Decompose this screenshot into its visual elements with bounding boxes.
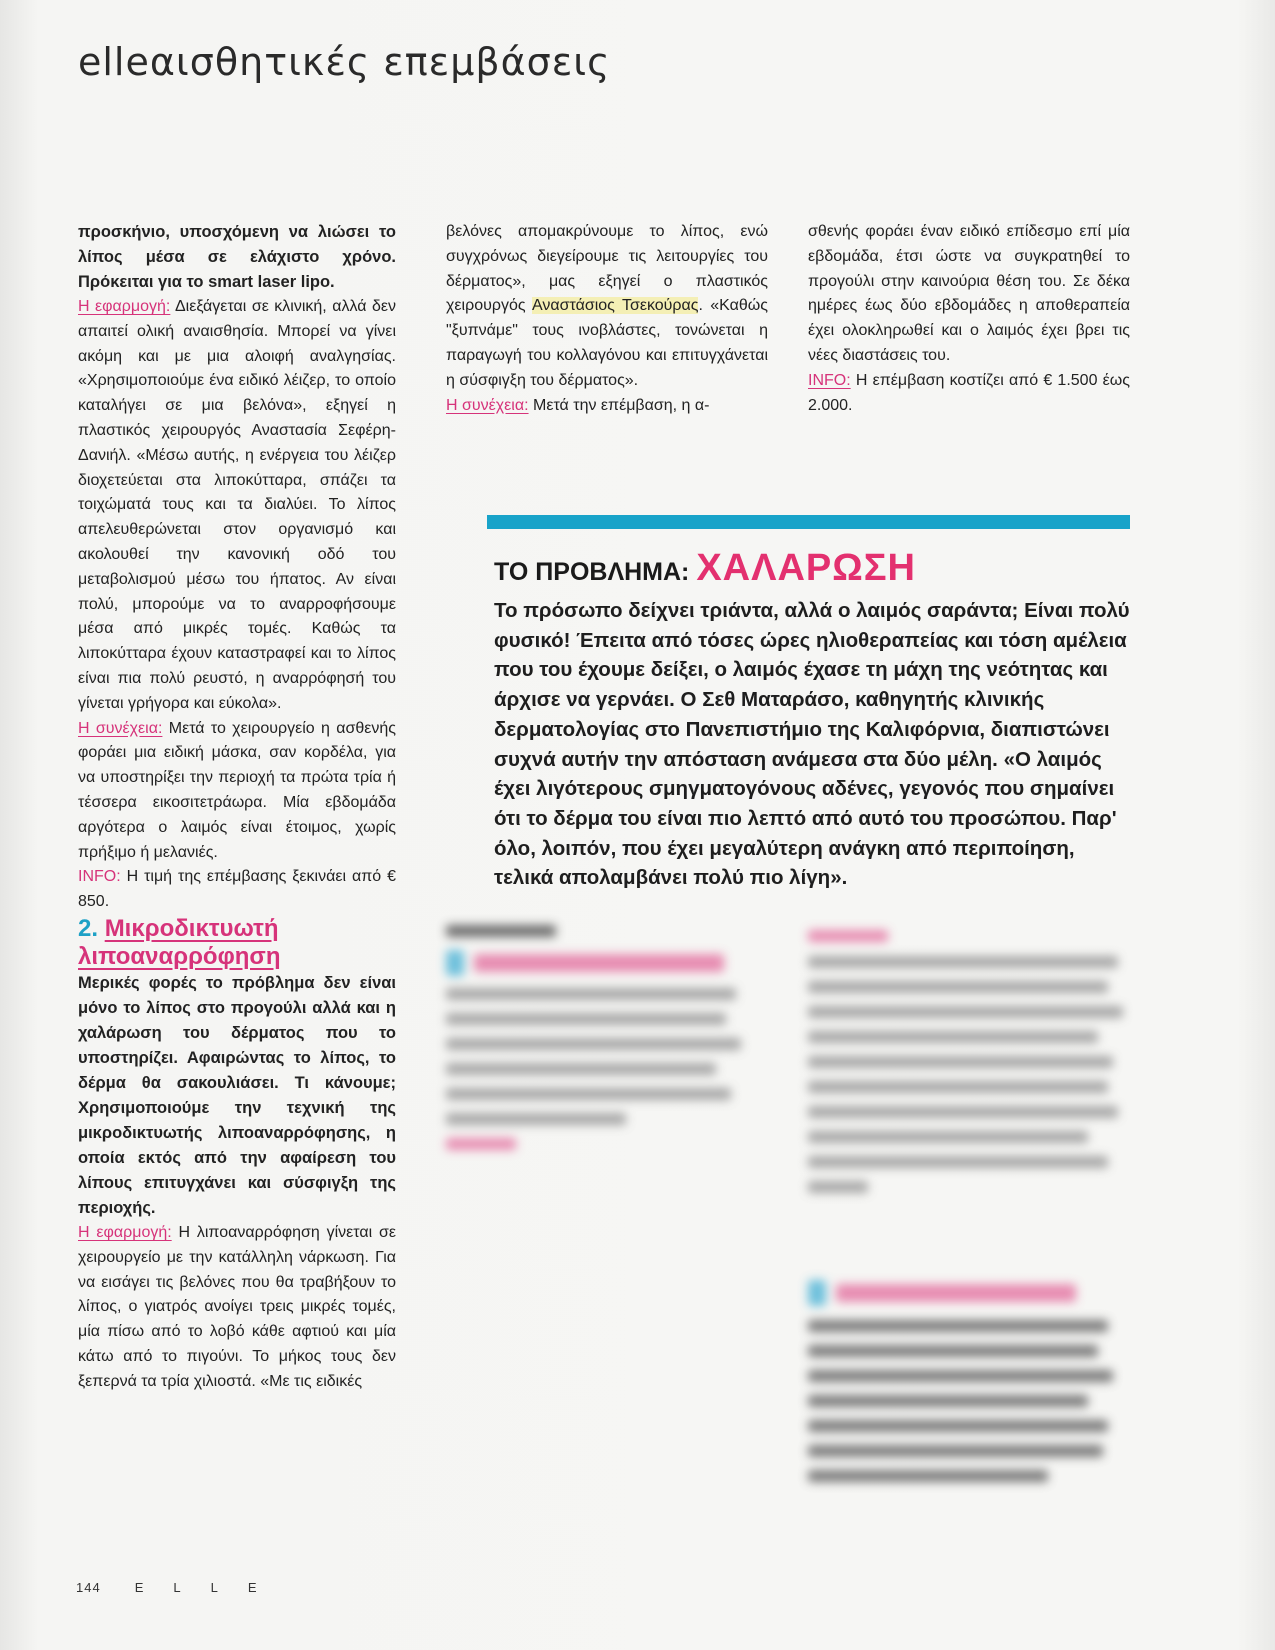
brand-name: ELLE [134,1580,287,1595]
continuation-2-paragraph [446,394,768,419]
page-number: 144 [76,1580,101,1595]
info-3-label: INFO: [808,371,851,389]
info-3-text: Η επέμβαση κοστίζει από € 1.500 έως 2.000. [808,371,1130,414]
info-text: Η τιμή της επέμβασης ξεκινάει από € 850. [78,868,396,911]
column-2-text-b: . «Καθώς "ξυπνάμε" τους ινοβλάστες, τονώνεται η παραγωγή του κολλαγόνου και επιτυγχάνεται η σύσφιγξη του δέρματος». [446,297,768,389]
section-2-number: 2. [78,914,99,942]
column-2 [446,220,768,418]
blurred-block-right-lower [808,1280,1128,1520]
intro-paragraph: προσκήνιο, υποσχόμενη να λιώσει το λίπος μέσα σε ελάχιστο χρόνο. Πρόκειται για το smart laser lipo. [78,223,396,291]
info-label: INFO: [78,868,121,886]
page-footer [76,1580,287,1595]
problem-prefix: ΤΟ ΠΡΟΒΛΗΜΑ: [494,558,690,586]
column-3-paragraph: σθενής φοράει έναν ειδικό επίδεσμο επί μία εβδομάδα, έτσι ώστε να συγκρατηθεί το προγούλι στην καινούρια θέση του. Σε δέκα ημέρες έως δύο εβδομάδες η αποθεραπεία έχει ολοκληρωθεί και ο λαιμός έχει βρει τις νέες διαστάσεις του. [808,223,1130,364]
problem-word: ΧΑΛΑΡΩΣΗ [696,547,916,589]
application-text: Διεξάγεται σε κλινική, αλλά δεν απαιτεί ολική αναισθησία. Μπορεί να γίνει ακόμη και με μια αλοιφή αναλγησίας. «Χρησιμοποιούμε ένα ειδικό λέιζερ, το οποίο καταλήγει σε μια βελόνα», εξηγεί η πλαστικός χειρουργός Αναστασία Σεφέρη-Δανιήλ. «Μέσω αυτής, η ενέργεια του λέιζερ διοχετεύεται στα λιποκύτταρα, σπάζει τα τοιχώματά τους και τα διαλύει. Το λίπος απελευθερώνεται στον οργανισμό και ακολουθεί την κανονική οδό του μεταβολισμού μέσω του ήπατος. Αν είναι πολύ, μπορούμε να το αναρροφήσουμε μέσα από μικρές τομές. Καθώς τα λιποκύτταρα έχουν καταστραφεί και το λίπος είναι πια πολύ ρευστό, η αναρρόφησή του γίνεται γρήγορα και εύκολα». [78,298,396,712]
problem-body: Το πρόσωπο δείχνει τριάντα, αλλά ο λαιμός σαράντα; Είναι πολύ φυσικό! Έπειτα από τόσες ώρες ηλιοθεραπείας και τόση αμέλεια που του έχουμε δείξει, ο λαιμός έχασε τη μάχη της νεότητας και άρχισε να γερνάει. Ο Σεθ Ματαράσο, καθηγητής κλινικής δερματολογίας στο Πανεπιστήμιο της Καλιφόρνια, διαπιστώνει συχνά αυτήν την απόσταση ανάμεσα στα δύο μέλη. «Ο λαιμός έχει λιγότερους σμηγματογόνους αδένες, γεγονός που σημαίνει ότι το δέρμα του είναι πιο λεπτό από αυτό του προσώπου. Παρ' όλο, λοιπόν, που έχει μεγαλύτερη ανάγκη από περιποίηση, τελικά απολαμβάνει πολύ πιο λίγη». [494,599,1130,890]
info-3-paragraph [808,369,1130,419]
column-2-paragraph [446,220,768,394]
application-2-paragraph [78,1221,396,1395]
surgeon-name: Αναστάσιος Τσεκούρας [532,297,699,315]
application-label: Η εφαρμογή: [78,298,171,315]
column-3 [808,220,1130,418]
blurred-block-right [808,930,1128,1260]
info-paragraph [78,865,396,915]
continuation-2-text: Μετά την επέμβαση, η α- [528,396,710,414]
column-2-text-a: βελόνες απομακρύνουμε το λίπος, ενώ συγχρόνως διεγείρουμε τις λειτουργίες του δέρματος», μας εξηγεί ο πλαστικός χειρουργός [446,223,768,315]
section-2-title: Μικροδικτυωτή λιποαναρρόφηση [78,914,281,970]
application-2-text: Η λιποαναρρόφηση γίνεται σε χειρουργείο με την κατάλληλη νάρκωση. Για να εισάγει τις βελόνες που θα τραβήξουν το λίπος, ο γιατρός ανοίγει τρεις μικρές τομές, μία πίσω από το λοβό κάθε αφτιού και μία κάτω από το πιγούνι. Το μήκος τους δεν ξεπερνά τα τρία χιλιοστά. «Με τις ειδικές [78,1223,396,1390]
problem-heading [494,548,1134,592]
application-2-label: Η εφαρμογή: [78,1223,172,1241]
continuation-paragraph [78,717,396,866]
blurred-block-left [446,925,746,1155]
column-1 [78,220,396,1395]
problem-box [494,548,1134,893]
application-paragraph [78,295,396,717]
continuation-2-label: Η συνέχεια: [446,396,529,414]
section-2-heading [78,915,396,971]
accent-bar [487,515,1130,529]
section-title: elleαισθητικές επεμβάσεις [78,40,611,84]
section-2-intro: Μερικές φορές το πρόβλημα δεν είναι μόνο το λίπος στο προγούλι αλλά και η χαλάρωση του δέρματος που το υποστηρίζει. Αφαιρώντας το λίπος, το δέρμα θα σακουλιάσει. Τι κάνουμε; Χρησιμοποιούμε την τεχνική της μικροδικτυωτής λιποαναρρόφησης, η οποία εκτός από την αφαίρεση του λίπους επιτυγχάνει και σύσφιγξη της περιοχής. [78,973,396,1217]
continuation-text: Μετά το χειρουργείο η ασθενής φοράει μια ειδική μάσκα, σαν κορδέλα, για να υποστηρίξει την περιοχή τα πρώτα τρία ή τέσσερα εικοσιτετράωρα. Μία εβδομάδα αργότερα ο λαιμός είναι έτοιμος, χωρίς πρήξιμο ή μελανιές. [78,719,396,861]
continuation-label: Η συνέχεια: [78,719,163,737]
